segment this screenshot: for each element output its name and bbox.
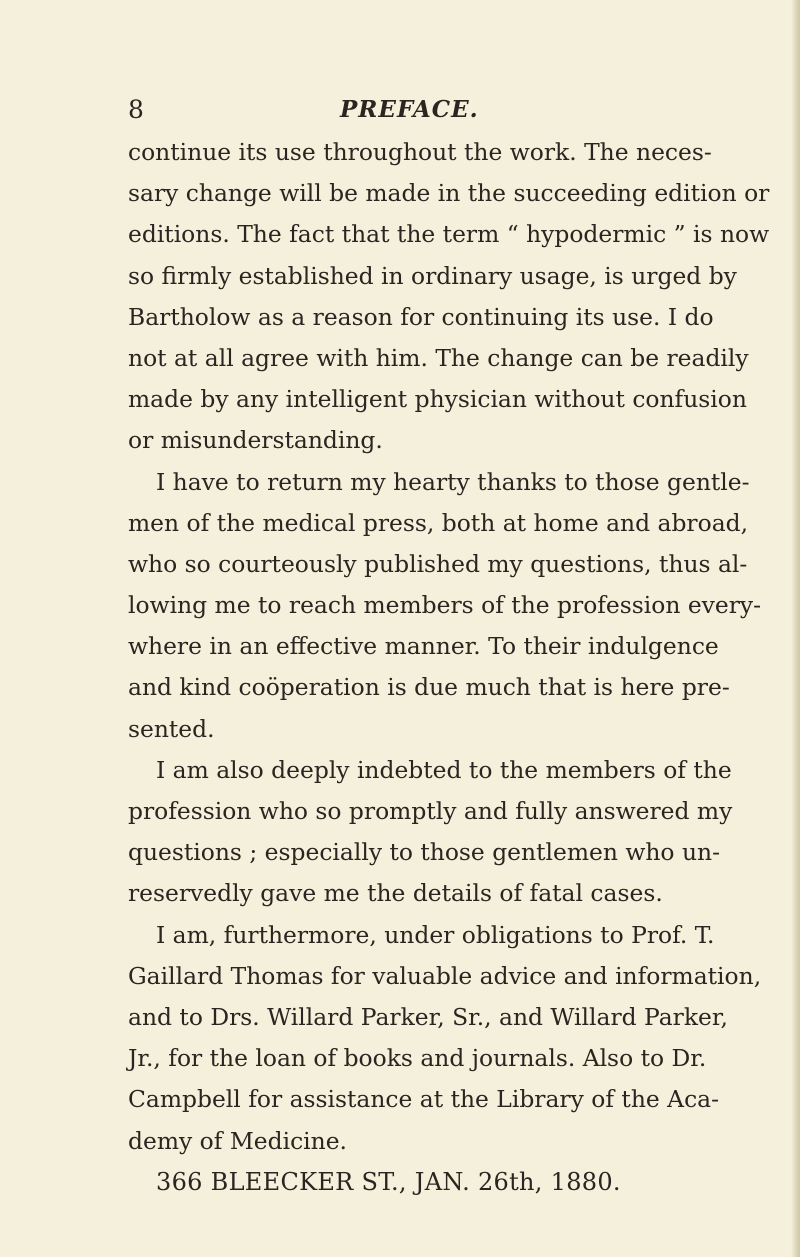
text-line: and kind coöperation is due much that is here pre- — [128, 673, 730, 702]
text-line: sary change will be made in the succeeding edition or — [128, 179, 770, 208]
text-line: profession who so promptly and fully answered my — [128, 797, 733, 825]
text-line: I am also deeply indebted to the members of the — [156, 755, 732, 784]
page-header — [128, 92, 688, 128]
text-line: demy of Medicine. — [128, 1126, 347, 1155]
text-line: and to Drs. Willard Parker, Sr., and Willard Parker, — [128, 1002, 728, 1031]
page-number: 8 — [128, 95, 144, 124]
text-line: sented. — [128, 714, 215, 743]
text-line: continue its use throughout the work. The neces- — [128, 138, 712, 166]
paragraph — [128, 462, 762, 750]
body-text — [128, 132, 770, 1203]
text-line: I have to return my hearty thanks to those gentle- — [156, 467, 750, 496]
text-line: Campbell for assistance at the Library of the Aca- — [128, 1085, 720, 1114]
page-edge — [791, 0, 800, 1257]
paragraph — [128, 915, 762, 1162]
text-line: made by any intelligent physician without confusion — [128, 385, 747, 414]
text-line: Gaillard Thomas for valuable advice and information, — [128, 961, 762, 990]
text-line: where in an effective manner. To their indulgence — [128, 632, 719, 661]
text-line: reservedly gave me the details of fatal cases. — [128, 879, 663, 908]
text-line: so firmly established in ordinary usage, is urged by — [128, 261, 737, 290]
text-line: editions. The fact that the term “ hypodermic ” is now — [128, 220, 770, 249]
text-line: Jr., for the loan of books and journals. Also to Dr. — [128, 1044, 707, 1073]
text-line: I am, furthermore, under obligations to Prof. T. — [156, 920, 715, 949]
paragraph — [128, 132, 770, 462]
paragraph — [128, 750, 733, 915]
text-line: questions ; especially to those gentlemen who un- — [128, 838, 720, 867]
running-head: PREFACE. — [340, 96, 479, 123]
text-line: or misunderstanding. — [128, 426, 383, 455]
text-line: Bartholow as a reason for continuing its use. I do — [128, 302, 714, 331]
signature-line: 366 BLEECKER ST., JAN. 26th, 1880. — [156, 1167, 621, 1196]
text-line: not at all agree with him. The change can be readily — [128, 343, 749, 372]
text-line: men of the medical press, both at home and abroad, — [128, 508, 749, 537]
text-line: lowing me to reach members of the profession every- — [128, 591, 762, 620]
text-line: who so courteously published my questions, thus al- — [128, 549, 748, 578]
